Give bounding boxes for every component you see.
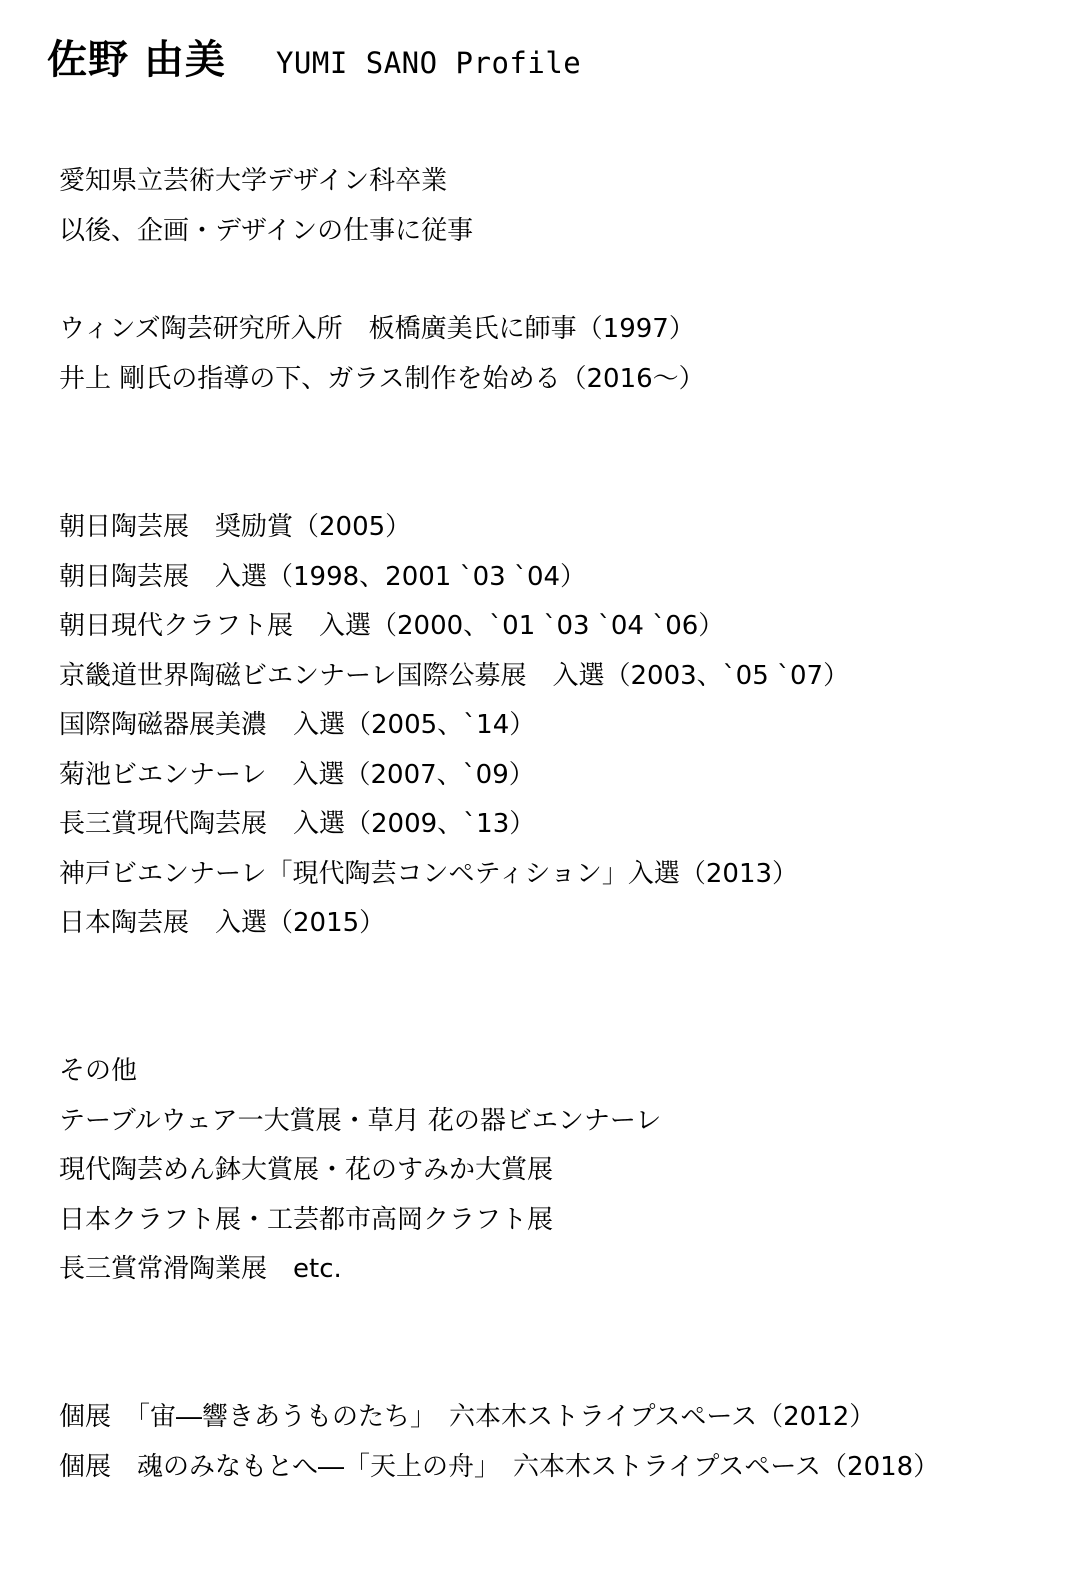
training-line: 井上 剛氏の指導の下、ガラス制作を始める（2016～）: [59, 363, 705, 394]
award-line: 長三賞現代陶芸展 入選（2009、`13）: [59, 809, 536, 839]
award-line: 菊池ビエンナーレ 入選（2007、`09）: [59, 759, 535, 790]
awards-section: [59, 503, 1079, 949]
training-section: [59, 305, 1079, 404]
award-line: 朝日現代クラフト展 入選（2000、`01 `03 `04 `06）: [59, 611, 725, 641]
title-name-jp: 佐野 由美: [47, 37, 226, 83]
award-line: 国際陶磁器展美濃 入選（2005、`14）: [59, 710, 536, 740]
page-title: [47, 34, 581, 94]
education-line: 以後、企画・デザインの仕事に従事: [59, 215, 474, 246]
exhibitions-section: [59, 1393, 1079, 1492]
award-line: 朝日陶芸展 奨励賞（2005）: [59, 512, 412, 542]
others-line: 現代陶芸めん鉢大賞展・花のすみか大賞展: [59, 1155, 554, 1185]
award-line: 日本陶芸展 入選（2015）: [59, 908, 386, 938]
title-name-en: YUMI SANO Profile: [275, 46, 582, 80]
award-line: 京畿道世界陶磁ビエンナーレ国際公募展 入選（2003、`05 `07）: [59, 660, 850, 691]
training-line: ウィンズ陶芸研究所入所 板橋廣美氏に師事（1997）: [59, 314, 695, 344]
education-section: [59, 157, 1079, 256]
others-line: テーブルウェア一大賞展・草月 花の器ビエンナーレ: [59, 1105, 662, 1136]
others-section: [59, 1047, 1079, 1295]
others-heading: その他: [59, 1056, 138, 1086]
award-line: 朝日陶芸展 入選（1998、2001 `03 `04）: [59, 561, 587, 592]
award-line: 神戸ビエンナーレ「現代陶芸コンペティション」入選（2013）: [59, 858, 799, 889]
education-line: 愛知県立芸術大学デザイン科卒業: [59, 166, 448, 196]
others-line: 日本クラフト展・工芸都市高岡クラフト展: [59, 1204, 554, 1235]
exhibition-line: 個展 魂のみなもとへ―「天上の舟」 六本木ストライプスペース（2018）: [59, 1451, 940, 1482]
others-line: 長三賞常滑陶業展 etc.: [59, 1254, 342, 1284]
exhibition-line: 個展 「宙―響きあうものたち」 六本木ストライプスペース（2012）: [59, 1402, 876, 1432]
